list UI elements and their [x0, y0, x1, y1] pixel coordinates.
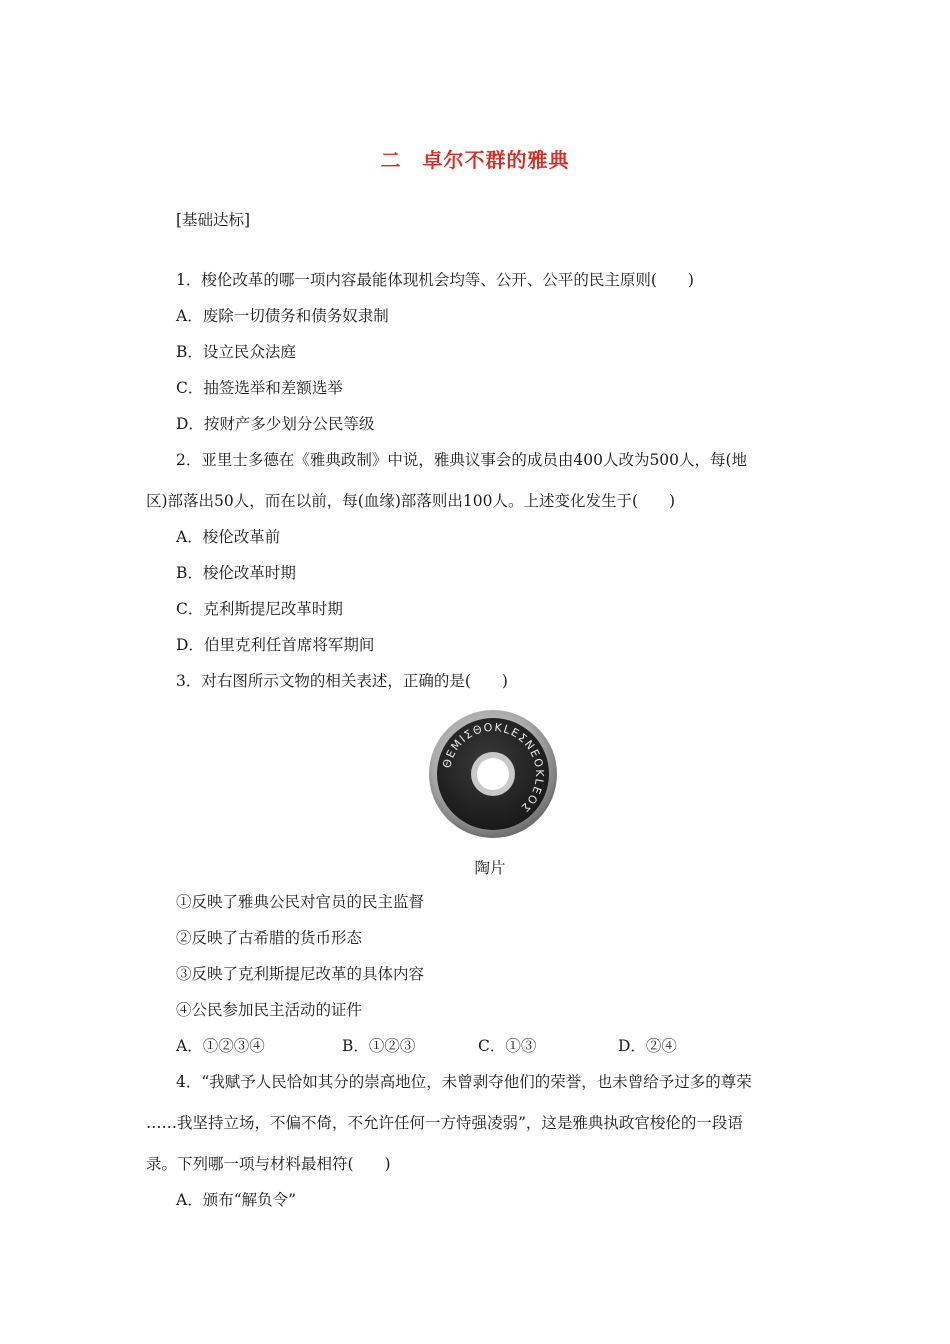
question-3-choice-c: C．①③ — [478, 1037, 537, 1055]
question-1-option-a: A．废除一切债务和债务奴隶制 — [176, 307, 389, 325]
question-4-stem-line3: 录。下列哪一项与材料最相符( ) — [146, 1155, 391, 1173]
question-3-choice-a: A．①②③④ — [176, 1037, 265, 1055]
question-3-choices — [176, 1036, 677, 1056]
question-4-stem-line2: ……我坚持立场，不偏不倚，不允许任何一方恃强凌弱”，这是雅典执政官梭伦的一段语 — [146, 1114, 743, 1132]
ostracon-disc-graphic — [427, 708, 559, 840]
question-3-statement-3: ③反映了克利斯提尼改革的具体内容 — [176, 965, 425, 983]
section-label: [基础达标] — [176, 211, 251, 229]
ostracon-image — [427, 708, 559, 840]
question-3-stem: 3．对右图所示文物的相关表述，正确的是( ) — [176, 672, 508, 690]
question-1-option-b: B．设立民众法庭 — [176, 343, 296, 361]
question-4-stem-line1: 4．“我赋予人民恰如其分的崇高地位，未曾剥夺他们的荣誉，也未曾给予过多的尊荣 — [176, 1073, 752, 1091]
ostracon-inscription: ΘEMIΣΘOKLEΣNEOKLEOΣ — [440, 720, 547, 816]
question-2-option-a: A．梭伦改革前 — [176, 528, 281, 546]
question-1-stem: 1．梭伦改革的哪一项内容最能体现机会均等、公开、公平的民主原则( ) — [176, 271, 694, 289]
question-3-statement-1: ①反映了雅典公民对官员的民主监督 — [176, 893, 425, 911]
question-1-option-c: C．抽签选举和差额选举 — [176, 379, 343, 397]
question-2-stem-line1: 2．亚里士多德在《雅典政制》中说，雅典议事会的成员由400人改为500人，每(地 — [176, 451, 748, 469]
question-3-choice-d: D．②④ — [618, 1037, 677, 1055]
question-3-statement-4: ④公民参加民主活动的证件 — [176, 1001, 363, 1019]
question-2-option-b: B．梭伦改革时期 — [176, 564, 296, 582]
page-title: 二 卓尔不群的雅典 — [380, 148, 570, 172]
question-2-stem-line2: 区)部落出50人，而在以前，每(血缘)部落则出100人。上述变化发生于( ) — [146, 492, 676, 510]
image-caption: 陶片 — [474, 859, 506, 877]
question-4-option-a: A．颁布“解负令” — [176, 1191, 297, 1209]
question-1-option-d: D．按财产多少划分公民等级 — [176, 415, 375, 433]
question-2-option-c: C．克利斯提尼改革时期 — [176, 600, 343, 618]
question-2-option-d: D．伯里克利任首席将军期间 — [176, 636, 375, 654]
question-3-choice-b: B．①②③ — [342, 1037, 416, 1055]
question-3-statement-2: ②反映了古希腊的货币形态 — [176, 929, 363, 947]
